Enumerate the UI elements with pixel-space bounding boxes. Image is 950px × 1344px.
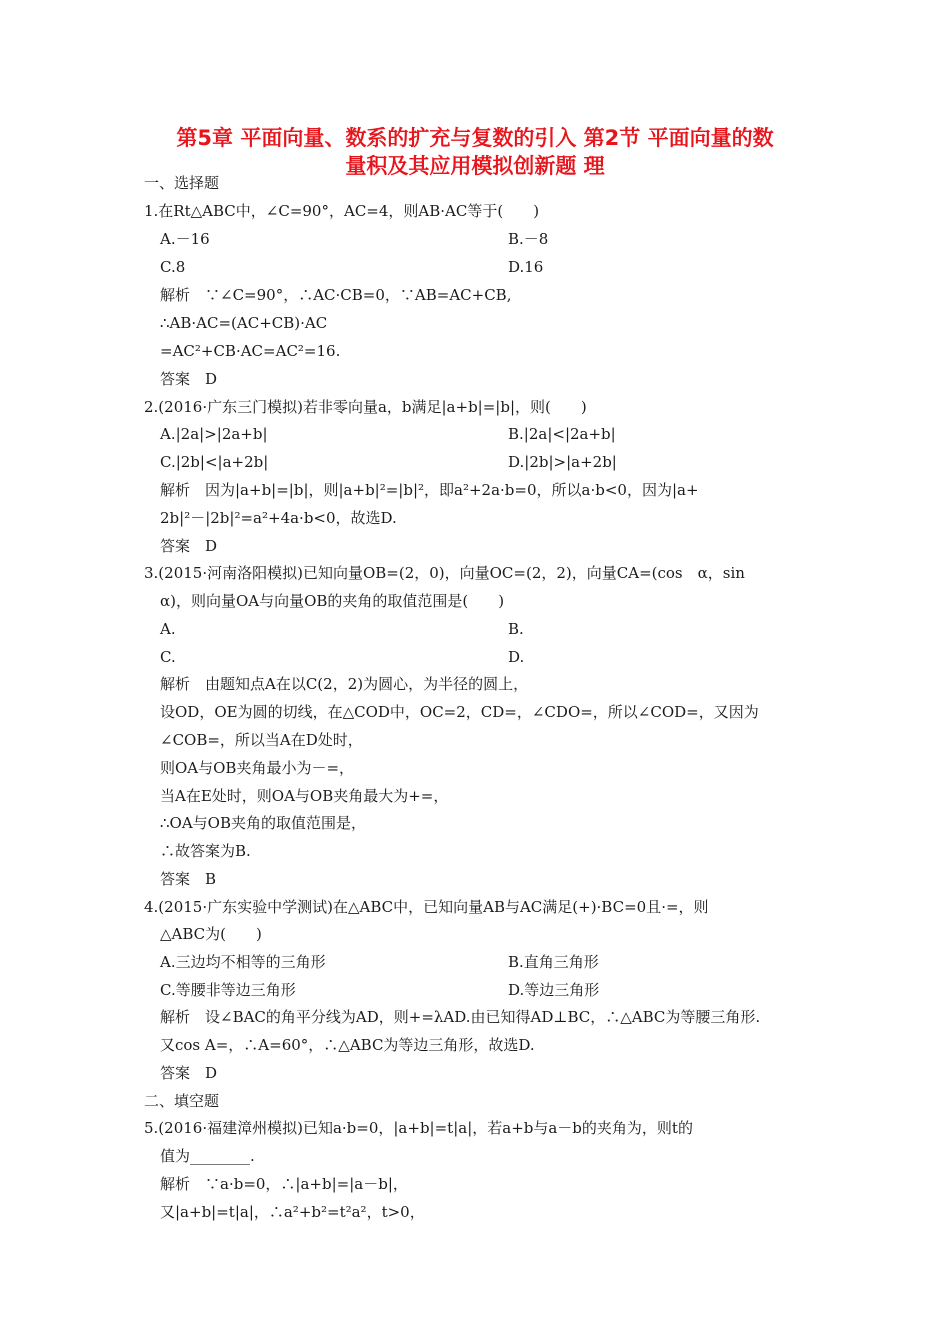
document-title <box>120 124 830 180</box>
q3-solution-line-5: 当A在E处时，则OA与OB夹角最大为+=， <box>160 787 449 805</box>
q4-solution-line-1: 解析 设∠BAC的角平分线为AD，则+=λAD.由已知得AD⊥BC，∴△ABC为等腰三角形. <box>160 1008 761 1026</box>
q3-option-b: B. <box>508 620 524 638</box>
q3-solution-line-3: ∠COB=，所以当A在D处时， <box>160 731 363 749</box>
q1-solution-line-3: =AC²+CB·AC=AC²=16. <box>160 342 341 360</box>
q1-stem: 1.在Rt△ABC中，∠C=90°，AC=4，则AB·AC等于( ) <box>144 202 540 220</box>
q1-answer: 答案 D <box>160 370 218 388</box>
q3-solution-line-1: 解析 由题知点A在以C(2，2)为圆心，为半径的圆上， <box>160 675 529 693</box>
q4-option-d: D.等边三角形 <box>508 981 600 999</box>
q2-option-d: D.|2b|>|a+2b| <box>508 453 617 471</box>
title-line-1: 第5章 平面向量、数系的扩充与复数的引入 第2节 平面向量的数 <box>176 126 774 150</box>
q2-solution-line-2: 2b|²－|2b|²=a²+4a·b<0，故选D. <box>160 509 397 527</box>
q3-option-d: D. <box>508 648 525 666</box>
q2-option-c: C.|2b|<|a+2b| <box>160 453 269 471</box>
q4-option-a: A.三边均不相等的三角形 <box>160 953 326 971</box>
q1-option-d: D.16 <box>508 258 544 276</box>
q5-solution-line-1: 解析 ∵a·b=0，∴|a+b|=|a－b|， <box>160 1175 408 1193</box>
section-heading-fill: 二、填空题 <box>144 1092 220 1110</box>
q2-answer: 答案 D <box>160 537 218 555</box>
q4-answer: 答案 D <box>160 1064 218 1082</box>
q3-option-a: A. <box>160 620 176 638</box>
q1-solution-line-1: 解析 ∵∠C=90°，∴AC·CB=0，∵AB=AC+CB, <box>160 286 512 304</box>
q4-option-b: B.直角三角形 <box>508 953 599 971</box>
q4-stem-line-1: 4.(2015·广东实验中学测试)在△ABC中，已知向量AB与AC满足(+)·BC=0且·=，则 <box>144 898 709 916</box>
q5-solution-line-2: 又|a+b|=t|a|，∴a²+b²=t²a²，t>0， <box>160 1203 425 1221</box>
q4-option-c: C.等腰非等边三角形 <box>160 981 296 999</box>
q3-option-c: C. <box>160 648 176 666</box>
q3-solution-line-7: ∴故答案为B. <box>160 842 251 860</box>
section-heading-choice: 一、选择题 <box>144 174 220 192</box>
q3-stem-line-1: 3.(2015·河南洛阳模拟)已知向量OB=(2，0)，向量OC=(2，2)，向量CA=(cos α，sin <box>144 564 745 582</box>
q3-solution-line-4: 则OA与OB夹角最小为－=， <box>160 759 355 777</box>
q2-solution-line-1: 解析 因为|a+b|=|b|，则|a+b|²=|b|²，即a²+2a·b=0，所以a·b<0，因为|a+ <box>160 481 699 499</box>
q4-solution-line-2: 又cos A=，∴A=60°，∴△ABC为等边三角形，故选D. <box>160 1036 535 1054</box>
q2-option-b: B.|2a|<|2a+b| <box>508 425 616 443</box>
q1-option-b: B.－8 <box>508 230 549 248</box>
q3-solution-line-6: ∴OA与OB夹角的取值范围是， <box>160 814 366 832</box>
q1-option-c: C.8 <box>160 258 186 276</box>
title-line-2: 量积及其应用模拟创新题 理 <box>345 154 605 178</box>
q5-stem-line-1: 5.(2016·福建漳州模拟)已知a·b=0，|a+b|=t|a|，若a+b与a－b的夹角为，则t的 <box>144 1119 693 1137</box>
q2-stem: 2.(2016·广东三门模拟)若非零向量a，b满足|a+b|=|b|，则( ) <box>144 398 587 416</box>
q1-solution-line-2: ∴AB·AC=(AC+CB)·AC <box>160 314 328 332</box>
q2-option-a: A.|2a|>|2a+b| <box>160 425 268 443</box>
q3-answer: 答案 B <box>160 870 217 888</box>
q3-solution-line-2: 设OD，OE为圆的切线，在△COD中，OC=2，CD=，∠CDO=，所以∠COD=，又因为 <box>160 703 759 721</box>
q1-option-a: A.－16 <box>160 230 210 248</box>
q5-stem-line-2: 值为________. <box>160 1147 255 1165</box>
q4-stem-line-2: △ABC为( ) <box>160 925 262 943</box>
q3-stem-line-2: α)，则向量OA与向量OB的夹角的取值范围是( ) <box>160 592 505 610</box>
